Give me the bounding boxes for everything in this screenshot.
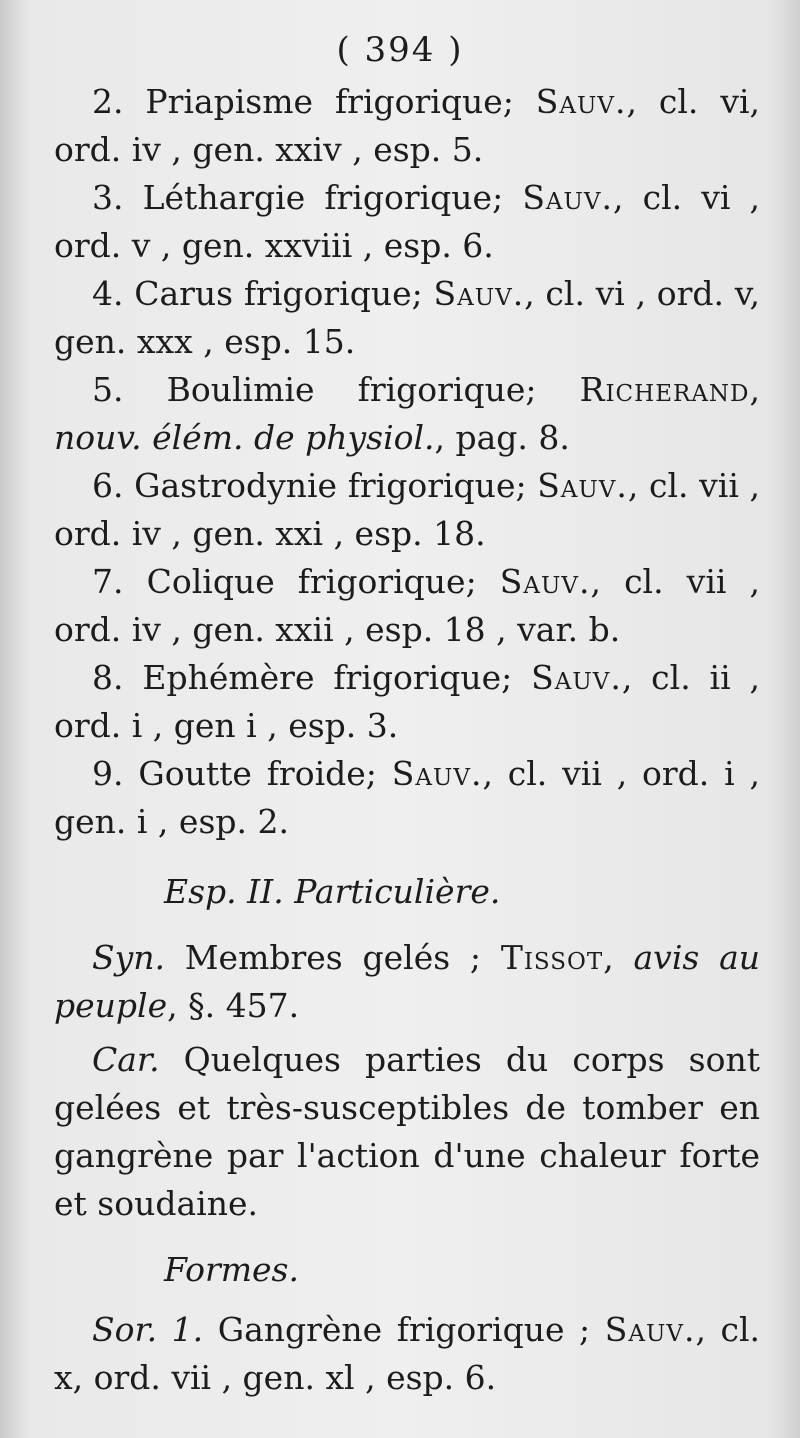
entry-author: Richerand: [579, 370, 750, 409]
sor-label: Sor. 1.: [92, 1310, 204, 1349]
page-number: ( 394 ): [336, 30, 464, 70]
entry-author: Sauv.: [535, 82, 627, 121]
entry-number: 8.: [92, 658, 124, 697]
entry-name: Gastrodynie frigorique: [134, 466, 516, 505]
entry-reference: , cl. vi , ord. v , gen. xxviii , esp. 6.: [54, 178, 761, 265]
entry-number: 7.: [92, 562, 124, 601]
sor-reference: , cl. x, ord. vii , gen. xl , esp. 6.: [54, 1310, 760, 1397]
entry-number: 2.: [92, 82, 124, 121]
entry-reference: , cl. vii , ord. iv , gen. xxii , esp. 18 , var. b.: [54, 562, 760, 649]
entry-author: Sauv.: [531, 658, 622, 697]
syn-reference: , §. 457.: [167, 986, 300, 1025]
car-label: Car.: [92, 1040, 160, 1079]
syn-label: Syn.: [92, 938, 165, 977]
syn-text: Membres gelés ;: [184, 938, 482, 977]
entry-reference-title: nouv. élém. de physiol.: [54, 418, 435, 457]
list-item: 6. Gastrodynie frigorique; Sauv., cl. vii , ord. iv , gen. xxi , esp. 18.: [54, 466, 760, 553]
entry-author: Sauv.: [522, 178, 614, 217]
entry-author: Sauv.: [499, 562, 591, 601]
sor-name: Gangrène frigorique ;: [217, 1310, 591, 1349]
sort-paragraph: [54, 1306, 760, 1402]
entry-author: Sauv.: [537, 466, 628, 505]
syn-reference-title: avis au peuple: [54, 938, 760, 1025]
list-item: 7. Colique frigorique; Sauv., cl. vii , ord. iv , gen. xxii , esp. 18 , var. b.: [54, 562, 760, 649]
entry-name: Carus frigorique: [134, 274, 412, 313]
entry-reference: , cl. vii , ord. i , gen. i , esp. 2.: [54, 754, 760, 841]
syn-author: Tissot: [500, 938, 604, 977]
list-item: 4. Carus frigorique; Sauv., cl. vi , ord. v, gen. xxx , esp. 15.: [54, 274, 760, 361]
entry-name: Boulimie frigorique: [166, 370, 526, 409]
list-item: 3. Léthargie frigorique; Sauv., cl. vi , ord. v , gen. xxviii , esp. 6.: [54, 178, 761, 265]
species-heading: [54, 868, 760, 916]
forms-heading: Formes.: [164, 1250, 299, 1289]
entry-reference: , pag. 8.: [434, 418, 570, 457]
species-label: Esp. II.: [164, 872, 284, 911]
synonym-paragraph: Syn. Membres gelés ; Tissot, avis au peuple, §. 457.: [54, 938, 760, 1025]
list-item: 8. Ephémère frigorique; Sauv., cl. ii , ord. i , gen i , esp. 3.: [54, 658, 760, 745]
entry-reference: , cl. vii , ord. iv , gen. xxi , esp. 18.: [54, 466, 760, 553]
list-item: 5. Boulimie frigorique; Richerand, nouv. élém. de physiol., pag. 8.: [54, 370, 760, 457]
sor-author: Sauv.: [604, 1310, 696, 1349]
entry-number: 9.: [92, 754, 124, 793]
entry-name: Colique frigorique: [146, 562, 466, 601]
entry-name: Priapisme frigorique: [145, 82, 503, 121]
entry-reference: , cl. vi, ord. iv , gen. xxiv , esp. 5.: [54, 82, 761, 169]
list-item: 2. Priapisme frigorique; Sauv., cl. vi, ord. iv , gen. xxiv , esp. 5.: [54, 82, 761, 169]
car-text: Quelques parties du corps sont gelées et très-susceptibles de tomber en gangrène par l'action d'une chaleur forte et soudaine.: [54, 1040, 760, 1223]
characteristics-paragraph: [54, 1036, 760, 1228]
entry-reference: , cl. ii , ord. i , gen i , esp. 3.: [54, 658, 760, 745]
entry-name: Ephémère frigorique: [142, 658, 502, 697]
entry-author: Sauv.: [433, 274, 525, 313]
entry-name: Léthargie frigorique: [142, 178, 493, 217]
entry-number: 4.: [92, 274, 124, 313]
entry-reference: , cl. vi , ord. v, gen. xxx , esp. 15.: [54, 274, 760, 361]
entry-author: Sauv.: [391, 754, 483, 793]
entry-number: 3.: [92, 178, 124, 217]
entry-number: 6.: [92, 466, 124, 505]
entry-number: 5.: [92, 370, 124, 409]
list-item: 9. Goutte froide; Sauv., cl. vii , ord. i , gen. i , esp. 2.: [54, 754, 760, 841]
species-name: Particulière.: [294, 872, 501, 911]
page-body: [54, 78, 760, 1402]
entry-name: Goutte froide: [138, 754, 366, 793]
